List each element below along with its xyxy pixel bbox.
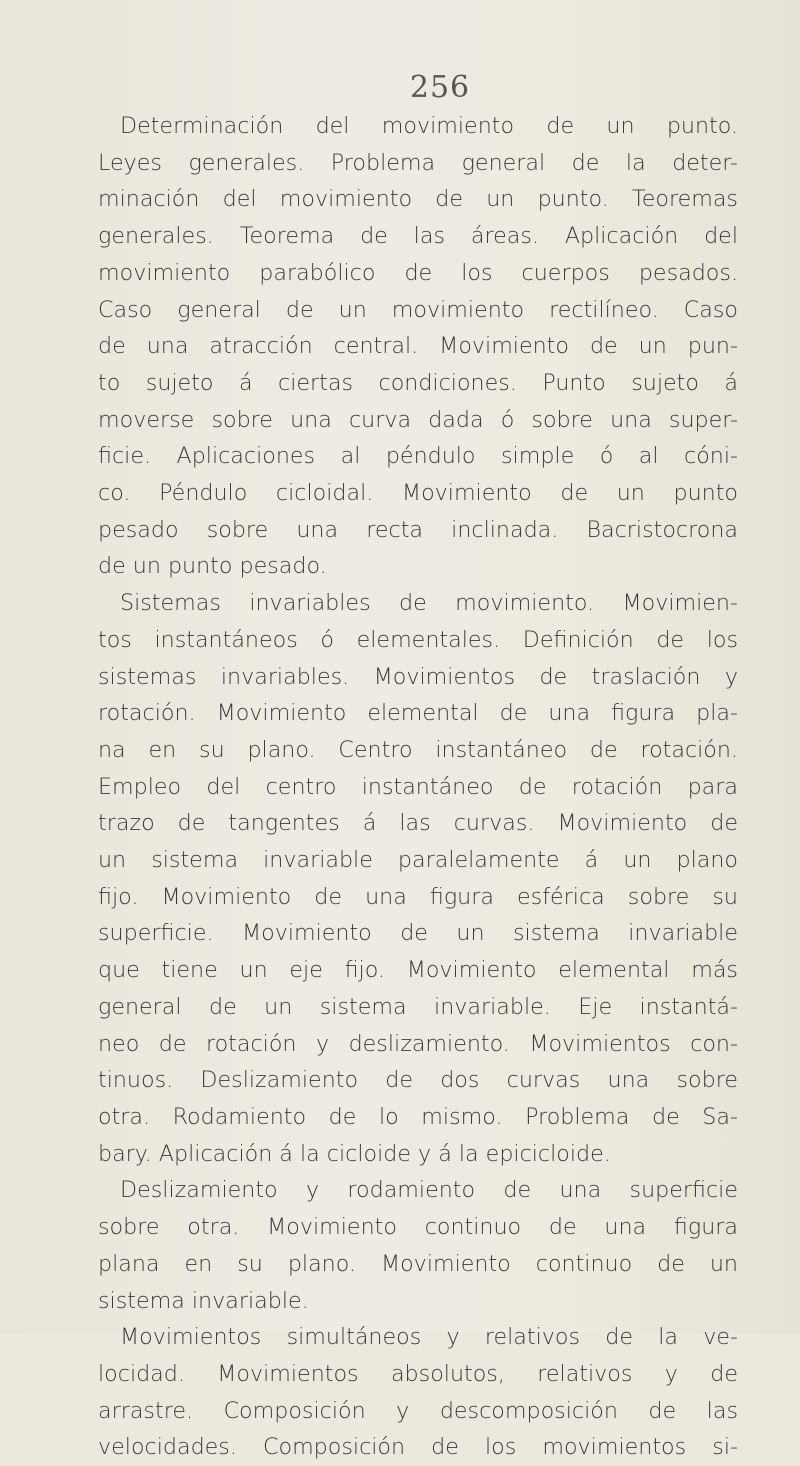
text-line: tos instantáneos ó elementales. Definición de los	[98, 626, 738, 653]
text-line: general de un sistema invariable. Eje instantá-	[98, 993, 738, 1020]
text-line: neo de rotación y deslizamiento. Movimientos con-	[98, 1030, 738, 1057]
text-line: co. Péndulo cicloidal. Movimiento de un punto	[98, 480, 738, 507]
body-text	[98, 108, 738, 1466]
text-line: trazo de tangentes á las curvas. Movimiento de	[98, 810, 738, 837]
text-line: generales. Teorema de las áreas. Aplicación del	[98, 223, 738, 250]
text-line: Leyes generales. Problema general de la deter-	[98, 149, 738, 176]
text-line: Empleo del centro instantáneo de rotación para	[98, 773, 738, 800]
text-line: sistema invariable.	[98, 1287, 309, 1314]
text-line: que tiene un eje fijo. Movimiento elemental más	[98, 957, 738, 984]
text-line: Sistemas invariables de movimiento. Movimien-	[120, 590, 738, 617]
text-line: de una atracción central. Movimiento de un pun-	[98, 333, 738, 360]
text-line: rotación. Movimiento elemental de una figura pla-	[98, 700, 738, 727]
text-line: moverse sobre una curva dada ó sobre una super-	[98, 406, 738, 433]
text-line: tinuos. Deslizamiento de dos curvas una sobre	[98, 1067, 738, 1094]
text-line: Caso general de un movimiento rectilíneo. Caso	[98, 296, 738, 323]
page-number: 256	[409, 70, 471, 105]
text-line: to sujeto á ciertas condiciones. Punto sujeto á	[98, 369, 738, 396]
text-line: otra. Rodamiento de lo mismo. Problema de Sa-	[98, 1103, 738, 1130]
text-line: na en su plano. Centro instantáneo de rotación.	[98, 736, 738, 763]
text-line: plana en su plano. Movimiento continuo de un	[98, 1250, 738, 1277]
text-line: sistemas invariables. Movimientos de traslación y	[98, 663, 738, 690]
text-line: de un punto pesado.	[98, 553, 327, 580]
text-line: velocidades. Composición de los movimientos si-	[98, 1434, 738, 1461]
text-line: Determinación del movimiento de un punto.	[120, 113, 738, 139]
text-line: bary. Aplicación á la cicloide y á la epicicloide.	[98, 1140, 611, 1167]
text-line: Deslizamiento y rodamiento de una superficie	[120, 1177, 738, 1204]
text-line: movimiento parabólico de los cuerpos pesados.	[98, 259, 738, 286]
text-line: ficie. Aplicaciones al péndulo simple ó al cóni-	[98, 443, 738, 470]
text-line: superficie. Movimiento de un sistema invariable	[98, 920, 738, 947]
text-line: minación del movimiento de un punto. Teoremas	[98, 186, 738, 213]
text-line: arrastre. Composición y descomposición de las	[98, 1397, 738, 1424]
text-line: fijo. Movimiento de una figura esférica sobre su	[98, 883, 738, 910]
text-line: sobre otra. Movimiento continuo de una figura	[98, 1214, 738, 1241]
text-line: locidad. Movimientos absolutos, relativos y de	[98, 1360, 738, 1387]
text-line: Movimientos simultáneos y relativos de la ve-	[120, 1324, 738, 1351]
text-line: pesado sobre una recta inclinada. Bacristocrona	[98, 516, 738, 543]
text-line: un sistema invariable paralelamente á un plano	[98, 847, 738, 874]
